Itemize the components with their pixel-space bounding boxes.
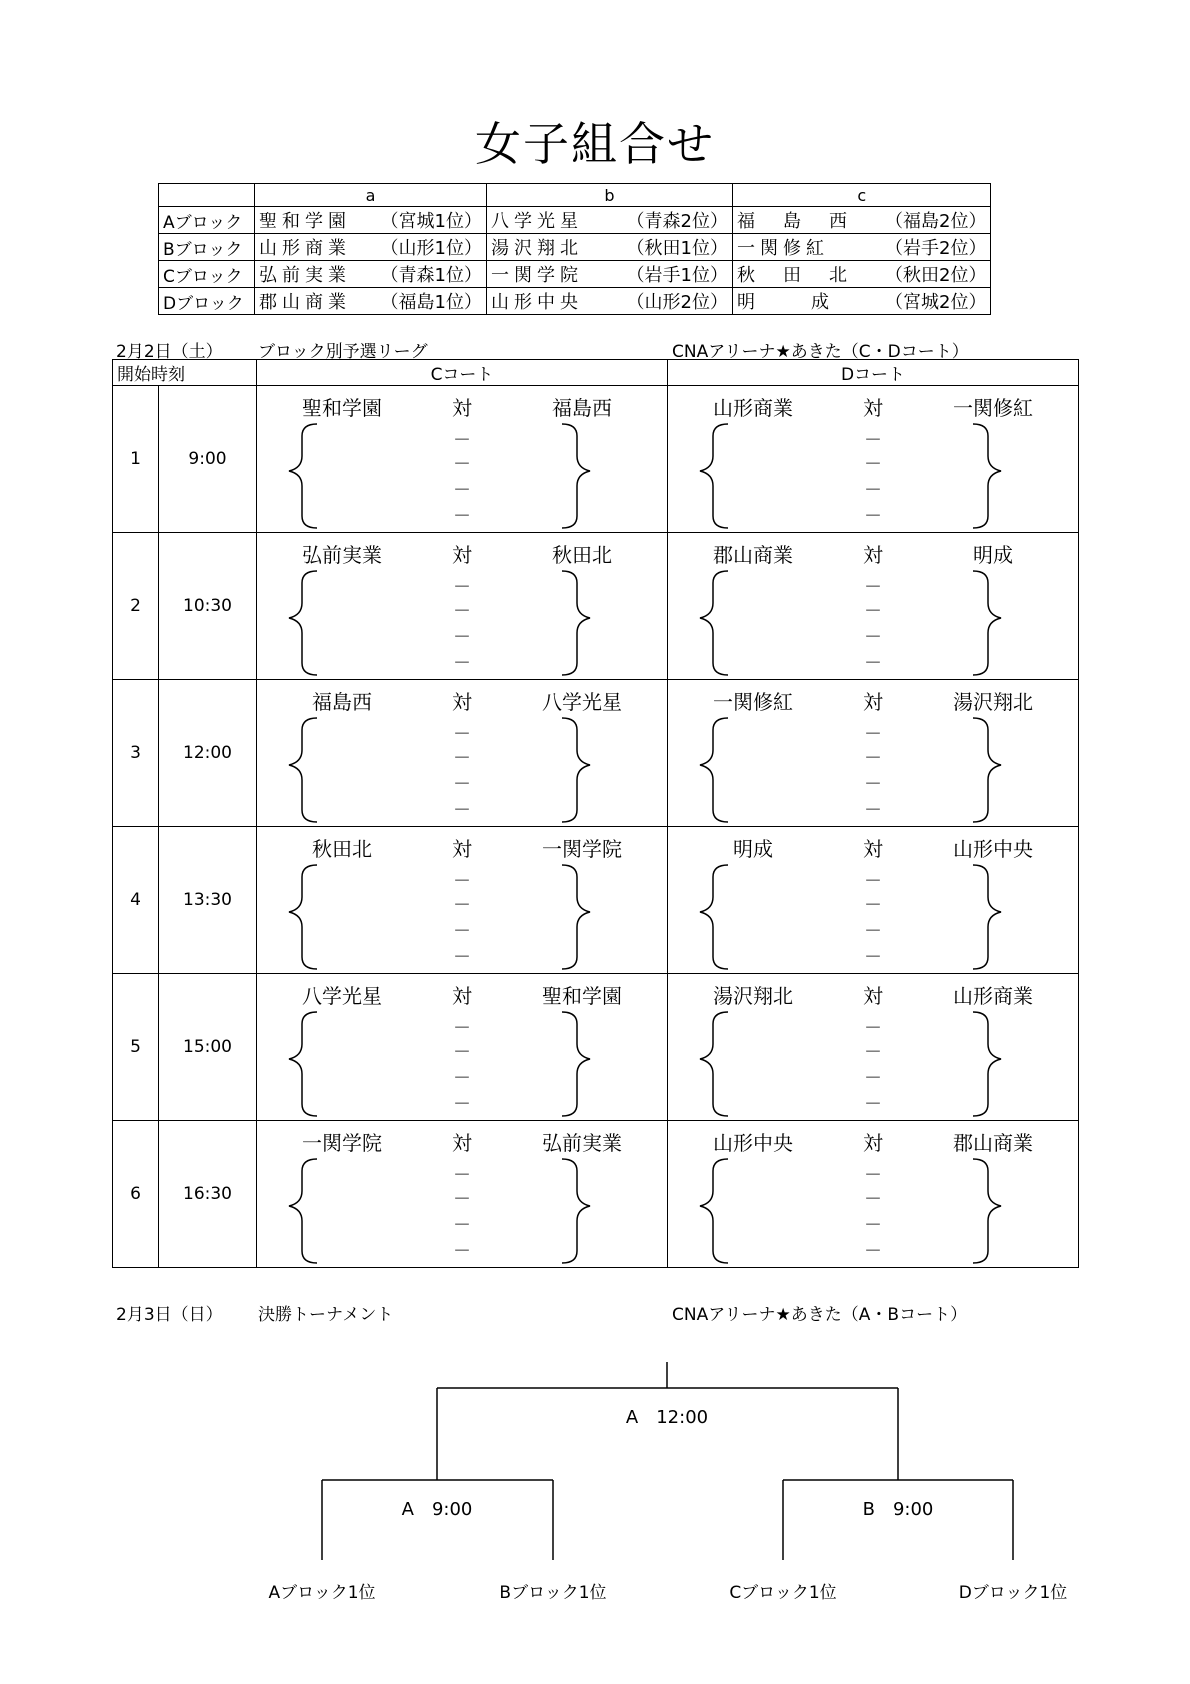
away-team: 弘前実業 <box>542 1131 622 1155</box>
start-time: 16:30 <box>159 1121 257 1268</box>
start-time: 10:30 <box>159 533 257 680</box>
score-dash: － <box>453 1018 471 1039</box>
start-time-header: 開始時刻 <box>113 360 257 386</box>
court-d-cell <box>668 680 1079 827</box>
right-brace <box>562 865 590 969</box>
away-team: 八学光星 <box>542 690 622 714</box>
table-row <box>159 288 991 315</box>
score-dash: － <box>864 1068 882 1089</box>
versus-label: 対 <box>452 543 472 567</box>
left-brace <box>289 1012 317 1116</box>
score-dash: － <box>864 871 882 892</box>
team-rank: （岩手1位） <box>626 265 728 286</box>
block-label: Aブロック <box>159 207 255 234</box>
versus-label: 対 <box>452 837 472 861</box>
score-dash: － <box>453 1241 471 1262</box>
right-brace <box>973 1012 1001 1116</box>
team-cell <box>487 288 733 315</box>
score-dash: － <box>864 800 882 821</box>
left-brace <box>700 718 728 822</box>
start-time: 9:00 <box>159 386 257 533</box>
team-name: 福島西 <box>737 211 875 232</box>
right-brace <box>973 718 1001 822</box>
team-name: 八学光星 <box>491 211 583 232</box>
score-dash: － <box>864 506 882 527</box>
score-dash: － <box>864 601 882 622</box>
score-dash: － <box>864 1241 882 1262</box>
score-dash: － <box>453 871 471 892</box>
seed-label-b: Bブロック1位 <box>499 1583 607 1603</box>
team-rank: （宮城1位） <box>380 211 482 232</box>
court-d-cell <box>668 533 1079 680</box>
score-dash: － <box>453 1042 471 1063</box>
right-brace <box>562 424 590 528</box>
score-dash: － <box>453 577 471 598</box>
score-dash: － <box>453 480 471 501</box>
team-name: 明成 <box>737 292 885 313</box>
left-brace <box>700 571 728 675</box>
schedule-table <box>112 359 1079 1268</box>
team-cell <box>733 207 991 234</box>
right-brace <box>562 1012 590 1116</box>
score-dash: － <box>864 1165 882 1186</box>
left-brace <box>700 865 728 969</box>
team-name: 郡山商業 <box>259 292 351 313</box>
team-rank: （山形2位） <box>626 292 728 313</box>
court-c-cell <box>257 533 668 680</box>
score-dash: － <box>453 430 471 451</box>
team-rank: （青森2位） <box>626 211 728 232</box>
match-number: 3 <box>113 680 159 827</box>
court-c-cell <box>257 386 668 533</box>
score-dash: － <box>453 506 471 527</box>
score-dash: － <box>453 1165 471 1186</box>
table-row <box>113 386 1079 533</box>
team-rank: （青森1位） <box>380 265 482 286</box>
left-brace <box>289 718 317 822</box>
column-header: b <box>487 184 733 207</box>
right-brace <box>973 1159 1001 1263</box>
score-dash: － <box>864 1189 882 1210</box>
table-row <box>113 1121 1079 1268</box>
table-row <box>159 234 991 261</box>
schedule-header <box>113 360 1079 386</box>
team-rank: （福島1位） <box>380 292 482 313</box>
score-dash: － <box>864 577 882 598</box>
match-number: 2 <box>113 533 159 680</box>
left-brace <box>700 1159 728 1263</box>
score-dash: － <box>864 1042 882 1063</box>
team-rank: （岩手2位） <box>885 238 987 259</box>
team-cell <box>487 261 733 288</box>
score-dash: － <box>453 724 471 745</box>
team-rank: （山形1位） <box>380 238 482 259</box>
table-row <box>113 680 1079 827</box>
versus-label: 対 <box>863 984 883 1008</box>
score-dash: － <box>864 1094 882 1115</box>
court-c-cell <box>257 827 668 974</box>
score-dash: － <box>453 748 471 769</box>
score-dash: － <box>864 1018 882 1039</box>
column-header: a <box>255 184 487 207</box>
score-dash: － <box>453 627 471 648</box>
team-name: 弘前実業 <box>259 265 351 286</box>
start-time: 13:30 <box>159 827 257 974</box>
team-cell <box>255 261 487 288</box>
score-dash: － <box>453 601 471 622</box>
team-name: 一関学院 <box>491 265 583 286</box>
away-team: 明成 <box>973 543 1013 567</box>
start-time: 12:00 <box>159 680 257 827</box>
court-d-cell <box>668 827 1079 974</box>
home-team: 弘前実業 <box>302 543 382 567</box>
team-cell <box>255 234 487 261</box>
court-c-header: Cコート <box>257 360 668 386</box>
home-team: 福島西 <box>312 690 372 714</box>
team-rank: （福島2位） <box>885 211 987 232</box>
away-team: 聖和学園 <box>542 984 622 1008</box>
score-dash: － <box>453 895 471 916</box>
semi-left-label: A 9:00 <box>401 1499 473 1520</box>
versus-label: 対 <box>452 396 472 420</box>
away-team: 湯沢翔北 <box>953 690 1033 714</box>
left-brace <box>289 1159 317 1263</box>
score-dash: － <box>864 724 882 745</box>
home-team: 山形中央 <box>713 1131 793 1155</box>
score-dash: － <box>864 748 882 769</box>
tournament-bracket <box>0 1350 1190 1560</box>
team-cell <box>255 288 487 315</box>
match-number: 1 <box>113 386 159 533</box>
day2-date: 2月3日（日） <box>116 1305 223 1325</box>
team-name: 山形商業 <box>259 238 351 259</box>
day1-venue: CNAアリーナ★あきた（C・Dコート） <box>672 342 969 362</box>
score-dash: － <box>864 627 882 648</box>
right-brace <box>562 718 590 822</box>
score-dash: － <box>864 774 882 795</box>
table-row <box>113 533 1079 680</box>
versus-label: 対 <box>863 1131 883 1155</box>
right-brace <box>973 865 1001 969</box>
day2-venue: CNAアリーナ★あきた（A・Bコート） <box>672 1305 968 1325</box>
left-brace <box>289 865 317 969</box>
table-row <box>113 827 1079 974</box>
team-cell <box>733 288 991 315</box>
team-cell <box>255 207 487 234</box>
score-dash: － <box>453 921 471 942</box>
away-team: 一関修紅 <box>953 396 1033 420</box>
score-dash: － <box>864 895 882 916</box>
versus-label: 対 <box>452 690 472 714</box>
seed-label-a: Aブロック1位 <box>268 1583 376 1603</box>
versus-label: 対 <box>863 837 883 861</box>
court-d-cell <box>668 974 1079 1121</box>
home-team: 一関修紅 <box>713 690 793 714</box>
away-team: 山形中央 <box>953 837 1033 861</box>
court-c-cell <box>257 680 668 827</box>
away-team: 一関学院 <box>542 837 622 861</box>
home-team: 一関学院 <box>302 1131 382 1155</box>
away-team: 山形商業 <box>953 984 1033 1008</box>
away-team: 郡山商業 <box>953 1131 1033 1155</box>
page-title: 女子組合せ <box>475 117 715 171</box>
score-dash: － <box>453 1215 471 1236</box>
table-row <box>159 261 991 288</box>
seed-label-c: Cブロック1位 <box>729 1583 837 1603</box>
final-match-label: A 12:00 <box>625 1407 709 1428</box>
score-dash: － <box>864 430 882 451</box>
home-team: 郡山商業 <box>713 543 793 567</box>
score-dash: － <box>864 921 882 942</box>
block-label: Dブロック <box>159 288 255 315</box>
away-team: 秋田北 <box>552 543 612 567</box>
day2-event: 決勝トーナメント <box>258 1305 394 1325</box>
team-cell <box>733 261 991 288</box>
table-row <box>159 207 991 234</box>
versus-label: 対 <box>863 690 883 714</box>
score-dash: － <box>864 1215 882 1236</box>
score-dash: － <box>453 653 471 674</box>
team-name: 聖和学園 <box>259 211 351 232</box>
court-d-cell <box>668 1121 1079 1268</box>
away-team: 福島西 <box>552 396 612 420</box>
match-number: 5 <box>113 974 159 1121</box>
home-team: 秋田北 <box>312 837 372 861</box>
left-brace <box>289 424 317 528</box>
block-table <box>158 183 991 315</box>
team-rank: （秋田1位） <box>626 238 728 259</box>
seed-label-d: Dブロック1位 <box>958 1583 1068 1603</box>
court-c-cell <box>257 1121 668 1268</box>
score-dash: － <box>453 454 471 475</box>
home-team: 明成 <box>733 837 773 861</box>
home-team: 聖和学園 <box>302 396 382 420</box>
team-cell <box>487 207 733 234</box>
versus-label: 対 <box>863 543 883 567</box>
table-row <box>113 974 1079 1121</box>
score-dash: － <box>453 800 471 821</box>
home-team: 八学光星 <box>302 984 382 1008</box>
right-brace <box>973 571 1001 675</box>
team-name: 湯沢翔北 <box>491 238 583 259</box>
score-dash: － <box>453 1189 471 1210</box>
court-c-cell <box>257 974 668 1121</box>
corner-cell <box>159 184 255 207</box>
right-brace <box>973 424 1001 528</box>
versus-label: 対 <box>863 396 883 420</box>
team-rank: （秋田2位） <box>885 265 987 286</box>
court-d-cell <box>668 386 1079 533</box>
day1-event: ブロック別予選リーグ <box>258 342 428 362</box>
score-dash: － <box>864 653 882 674</box>
start-time: 15:00 <box>159 974 257 1121</box>
semi-right-label: B 9:00 <box>862 1499 934 1520</box>
score-dash: － <box>453 1068 471 1089</box>
left-brace <box>289 571 317 675</box>
team-cell <box>487 234 733 261</box>
versus-label: 対 <box>452 984 472 1008</box>
score-dash: － <box>453 774 471 795</box>
court-d-header: Dコート <box>668 360 1079 386</box>
home-team: 湯沢翔北 <box>713 984 793 1008</box>
match-number: 4 <box>113 827 159 974</box>
home-team: 山形商業 <box>713 396 793 420</box>
team-name: 秋田北 <box>737 265 875 286</box>
block-label: Bブロック <box>159 234 255 261</box>
score-dash: － <box>864 454 882 475</box>
team-cell <box>733 234 991 261</box>
score-dash: － <box>864 947 882 968</box>
left-brace <box>700 1012 728 1116</box>
day1-date: 2月2日（土） <box>116 342 223 362</box>
right-brace <box>562 1159 590 1263</box>
match-number: 6 <box>113 1121 159 1268</box>
right-brace <box>562 571 590 675</box>
column-header: c <box>733 184 991 207</box>
team-name: 一関修紅 <box>737 238 829 259</box>
score-dash: － <box>453 947 471 968</box>
score-dash: － <box>453 1094 471 1115</box>
left-brace <box>700 424 728 528</box>
score-dash: － <box>864 480 882 501</box>
versus-label: 対 <box>452 1131 472 1155</box>
team-rank: （宮城2位） <box>885 292 987 313</box>
block-table-header <box>159 184 991 207</box>
team-name: 山形中央 <box>491 292 583 313</box>
block-label: Cブロック <box>159 261 255 288</box>
